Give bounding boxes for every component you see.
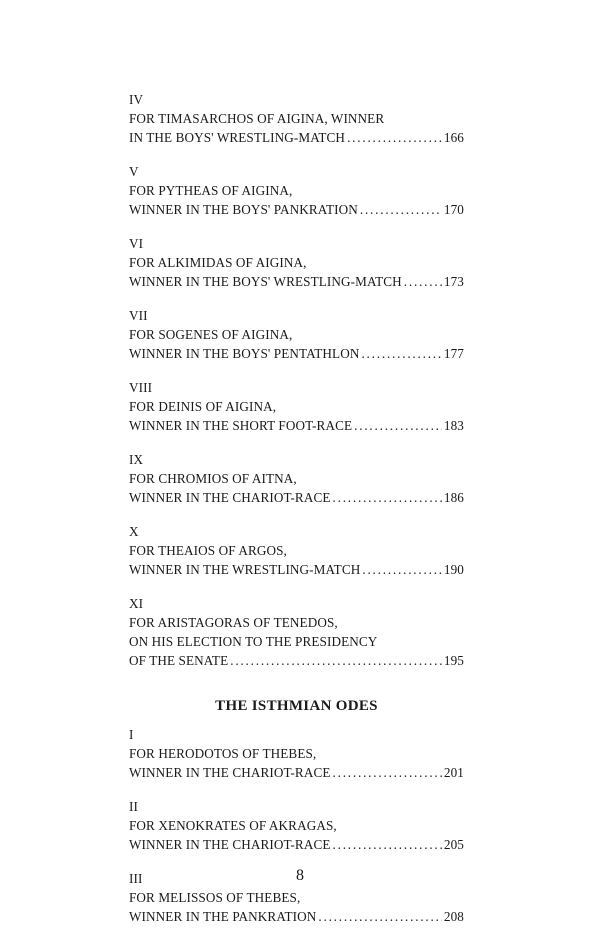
ode-numeral: II (129, 799, 138, 814)
ode-title-last-line (129, 200, 464, 219)
dot-leader (333, 835, 442, 854)
ode-title-line: FOR MELISSOS OF THEBES, (129, 890, 301, 905)
ode-title-text: WINNER IN THE BOYS' PENTATHLON (129, 346, 360, 361)
ode-title-last-line (129, 763, 464, 782)
ode-numeral: IV (129, 92, 144, 107)
page-ref[interactable]: 170 (443, 202, 464, 217)
ode-numeral: IX (129, 452, 144, 467)
ode-title-text: WINNER IN THE PANKRATION (129, 909, 317, 924)
ode-title-last-line (129, 344, 464, 363)
page-ref[interactable]: 190 (443, 562, 464, 577)
ode-title-text: OF THE SENATE (129, 653, 229, 668)
dot-leader (354, 416, 442, 435)
ode-title-text: WINNER IN THE CHARIOT-RACE (129, 765, 331, 780)
ode-title-text: WINNER IN THE CHARIOT-RACE (129, 490, 331, 505)
ode-title-text: WINNER IN THE CHARIOT-RACE (129, 837, 331, 852)
page-ref[interactable]: 173 (443, 274, 464, 289)
toc-entry[interactable] (129, 162, 464, 219)
isthmian-odes-list (129, 725, 464, 926)
ode-title-last-line (129, 128, 464, 147)
ode-numeral: VII (129, 308, 148, 323)
ode-title-last-line (129, 272, 464, 291)
ode-title-line: FOR XENOKRATES OF AKRAGAS, (129, 818, 337, 833)
ode-title-last-line (129, 907, 464, 926)
ode-title-line: FOR TIMASARCHOS OF AIGINA, WINNER (129, 111, 385, 126)
dot-leader (360, 200, 442, 219)
dot-leader (362, 560, 442, 579)
toc-entry[interactable] (129, 306, 464, 363)
ode-title-line: FOR ARISTAGORAS OF TENEDOS, (129, 615, 338, 630)
ode-title-text: IN THE BOYS' WRESTLING-MATCH (129, 130, 346, 145)
page-ref[interactable]: 201 (443, 765, 464, 780)
ode-title-last-line (129, 651, 464, 670)
ode-numeral: III (129, 871, 143, 886)
page-ref[interactable]: 166 (443, 130, 464, 145)
toc-entry[interactable] (129, 234, 464, 291)
page-ref[interactable]: 183 (443, 418, 464, 433)
ode-title-line: FOR CHROMIOS OF AITNA, (129, 471, 297, 486)
toc-entry[interactable] (129, 450, 464, 507)
dot-leader (318, 907, 442, 926)
dot-leader (333, 763, 442, 782)
ode-numeral: VI (129, 236, 144, 251)
toc-page (129, 90, 464, 941)
ode-title-line: FOR ALKIMIDAS OF AIGINA, (129, 255, 307, 270)
page-ref[interactable]: 177 (443, 346, 464, 361)
page-number: 8 (296, 867, 304, 884)
ode-title-text: WINNER IN THE BOYS' WRESTLING-MATCH (129, 274, 402, 289)
toc-entry[interactable] (129, 594, 464, 670)
dot-leader (404, 272, 442, 291)
dot-leader (333, 488, 442, 507)
toc-entry[interactable] (129, 725, 464, 782)
toc-entry[interactable] (129, 522, 464, 579)
ode-numeral: X (129, 524, 139, 539)
page-ref[interactable]: 205 (443, 837, 464, 852)
ode-title-text: WINNER IN THE BOYS' PANKRATION (129, 202, 358, 217)
ode-title-line: FOR SOGENES OF AIGINA, (129, 327, 293, 342)
ode-title-text: WINNER IN THE SHORT FOOT-RACE (129, 418, 353, 433)
dot-leader (361, 344, 441, 363)
ode-title-last-line (129, 560, 464, 579)
toc-entry[interactable] (129, 378, 464, 435)
ode-title-line: ON HIS ELECTION TO THE PRESIDENCY (129, 634, 378, 649)
ode-title-line: FOR DEINIS OF AIGINA, (129, 399, 277, 414)
ode-title-last-line (129, 488, 464, 507)
ode-title-text: WINNER IN THE WRESTLING-MATCH (129, 562, 361, 577)
dot-leader (347, 128, 442, 147)
ode-numeral: XI (129, 596, 144, 611)
section-heading-isthmian: THE ISTHMIAN ODES (215, 698, 378, 714)
page-ref[interactable]: 208 (443, 909, 464, 924)
page-ref[interactable]: 195 (443, 653, 464, 668)
ode-numeral: V (129, 164, 139, 179)
ode-title-last-line (129, 835, 464, 854)
page-ref[interactable]: 186 (443, 490, 464, 505)
ode-title-line: FOR THEAIOS OF ARGOS, (129, 543, 287, 558)
dot-leader (230, 651, 442, 670)
ode-numeral: VIII (129, 380, 153, 395)
ode-title-line: FOR HERODOTOS OF THEBES, (129, 746, 317, 761)
ode-title-line: FOR PYTHEAS OF AIGINA, (129, 183, 293, 198)
nemean-odes-list (129, 90, 464, 670)
ode-title-last-line (129, 416, 464, 435)
ode-numeral: I (129, 727, 134, 742)
toc-entry[interactable] (129, 797, 464, 854)
toc-entry[interactable] (129, 90, 464, 147)
